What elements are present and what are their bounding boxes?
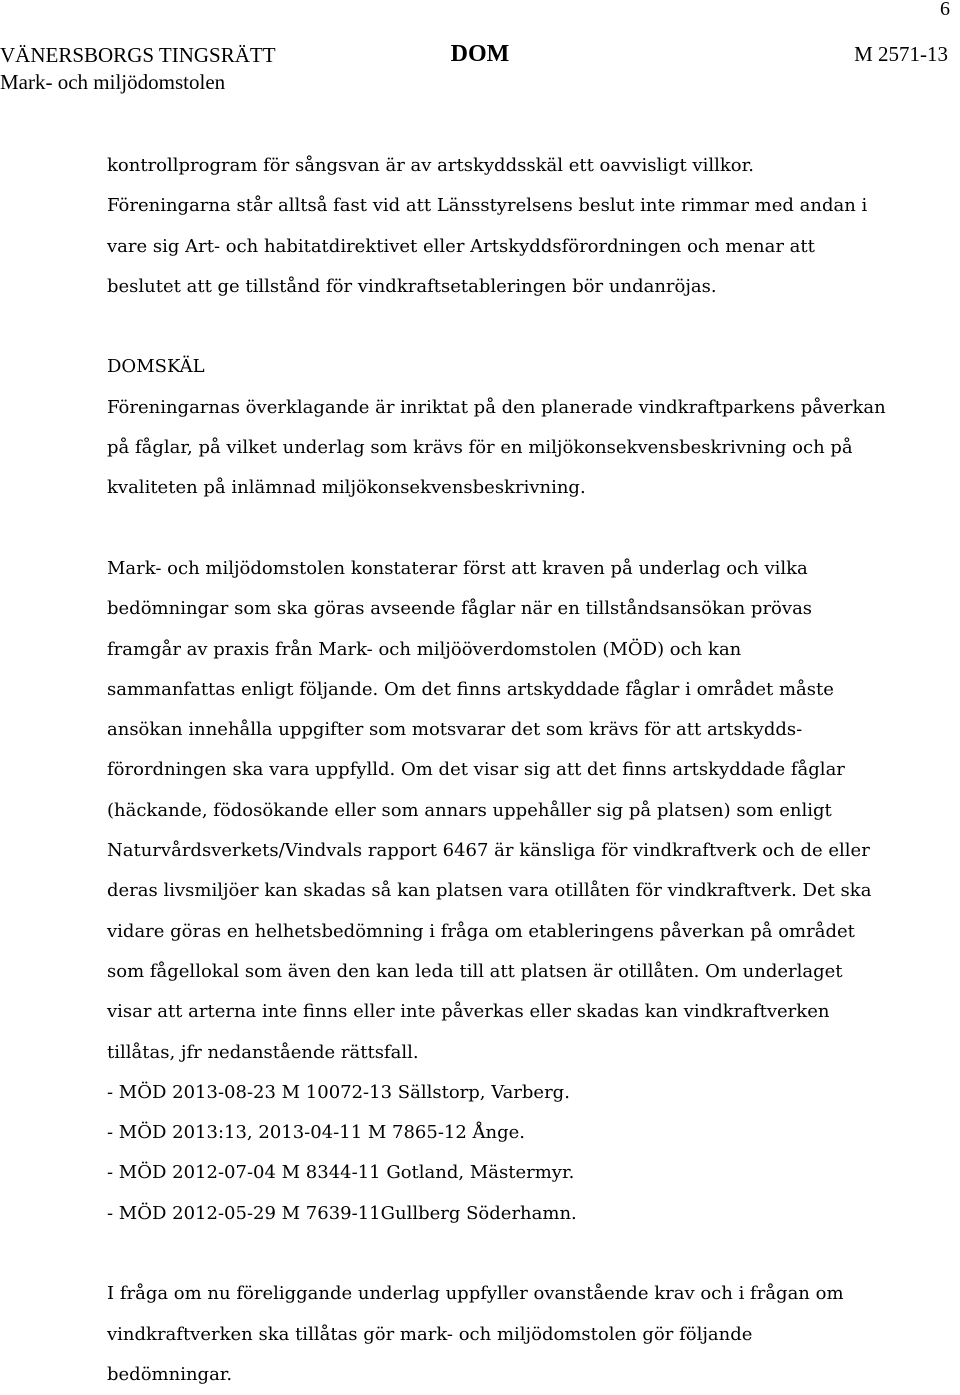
- text-line: I fråga om nu föreliggande underlag uppfyller ovanstående krav och i frågan om: [107, 1283, 844, 1305]
- text-line: visar att arterna inte finns eller inte påverkas eller skadas kan vindkraftverken: [107, 1001, 830, 1023]
- section-heading: DOMSKÄL: [107, 356, 205, 378]
- page-number: 6: [940, 0, 950, 20]
- text-line: kontrollprogram för sångsvan är av artskyddsskäl ett oavvisligt villkor.: [107, 155, 754, 176]
- case-reference-list: [107, 1073, 927, 1234]
- intro-paragraph: [107, 146, 927, 307]
- text-line: förordningen ska vara uppfylld. Om det visar sig att det finns artskyddade fåglar: [107, 759, 845, 781]
- case-reference: - MÖD 2012-05-29 M 7639-11Gullberg Söderhamn.: [107, 1202, 577, 1224]
- case-reference: - MÖD 2013:13, 2013-04-11 M 7865-12 Ånge.: [107, 1122, 526, 1144]
- text-line: på fåglar, på vilket underlag som krävs för en miljökonsekvensbeskrivning och på: [107, 437, 853, 459]
- paragraph-assessment-intro: [107, 1274, 927, 1395]
- text-line: (häckande, födosökande eller som annars uppehåller sig på platsen) som enligt: [107, 799, 832, 821]
- text-line: beslutet att ge tillstånd för vindkraftsetableringen bör undanröjas.: [107, 275, 717, 297]
- text-line: Föreningarnas överklagande är inriktat på den planerade vindkraftparkens påverkan: [107, 396, 886, 418]
- text-line: vidare göras en helhetsbedömning i fråga om etableringens påverkan på området: [107, 920, 855, 942]
- text-line: ansökan innehålla uppgifter som motsvarar det som krävs för att artskydds-: [107, 719, 803, 741]
- paragraph-appeal-scope: [107, 388, 927, 509]
- text-line: framgår av praxis från Mark- och miljööverdomstolen (MÖD) och kan: [107, 638, 742, 660]
- text-line: tillåtas, jfr nedanstående rättsfall.: [107, 1041, 419, 1063]
- paragraph-court-findings: [107, 549, 927, 1073]
- text-line: som fågellokal som även den kan leda till att platsen är otillåten. Om underlaget: [107, 960, 843, 982]
- text-line: bedömningar som ska göras avseende fåglar när en tillståndsansökan prövas: [107, 598, 813, 620]
- text-line: vindkraftverken ska tillåtas gör mark- och miljödomstolen gör följande: [107, 1323, 753, 1345]
- document-body: [107, 146, 927, 1395]
- text-line: Naturvårdsverkets/Vindvals rapport 6467 är känsliga för vindkraftverk och de eller: [107, 840, 870, 862]
- text-line: kvaliteten på inlämnad miljökonsekvensbeskrivning.: [107, 477, 586, 499]
- document-type: DOM: [450, 41, 510, 67]
- case-reference: - MÖD 2012-07-04 M 8344-11 Gotland, Mästermyr.: [107, 1162, 575, 1184]
- court-name: VÄNERSBORGS TINGSRÄTT: [0, 43, 276, 67]
- text-line: Mark- och miljödomstolen konstaterar först att kraven på underlag och vilka: [107, 557, 808, 579]
- court-division: Mark- och miljödomstolen: [0, 70, 226, 94]
- text-line: sammanfattas enligt följande. Om det finns artskyddade fåglar i området måste: [107, 678, 834, 700]
- text-line: Föreningarna står alltså fast vid att Länsstyrelsens beslut inte rimmar med andan i: [107, 195, 868, 217]
- case-number: M 2571-13: [854, 42, 948, 66]
- case-reference: - MÖD 2013-08-23 M 10072-13 Sällstorp, Varberg.: [107, 1081, 570, 1103]
- text-line: bedömningar.: [107, 1363, 233, 1385]
- text-line: vare sig Art- och habitatdirektivet eller Artskyddsförordningen och menar att: [107, 235, 815, 257]
- text-line: deras livsmiljöer kan skadas så kan platsen vara otillåten för vindkraftverk. Det ska: [107, 880, 872, 902]
